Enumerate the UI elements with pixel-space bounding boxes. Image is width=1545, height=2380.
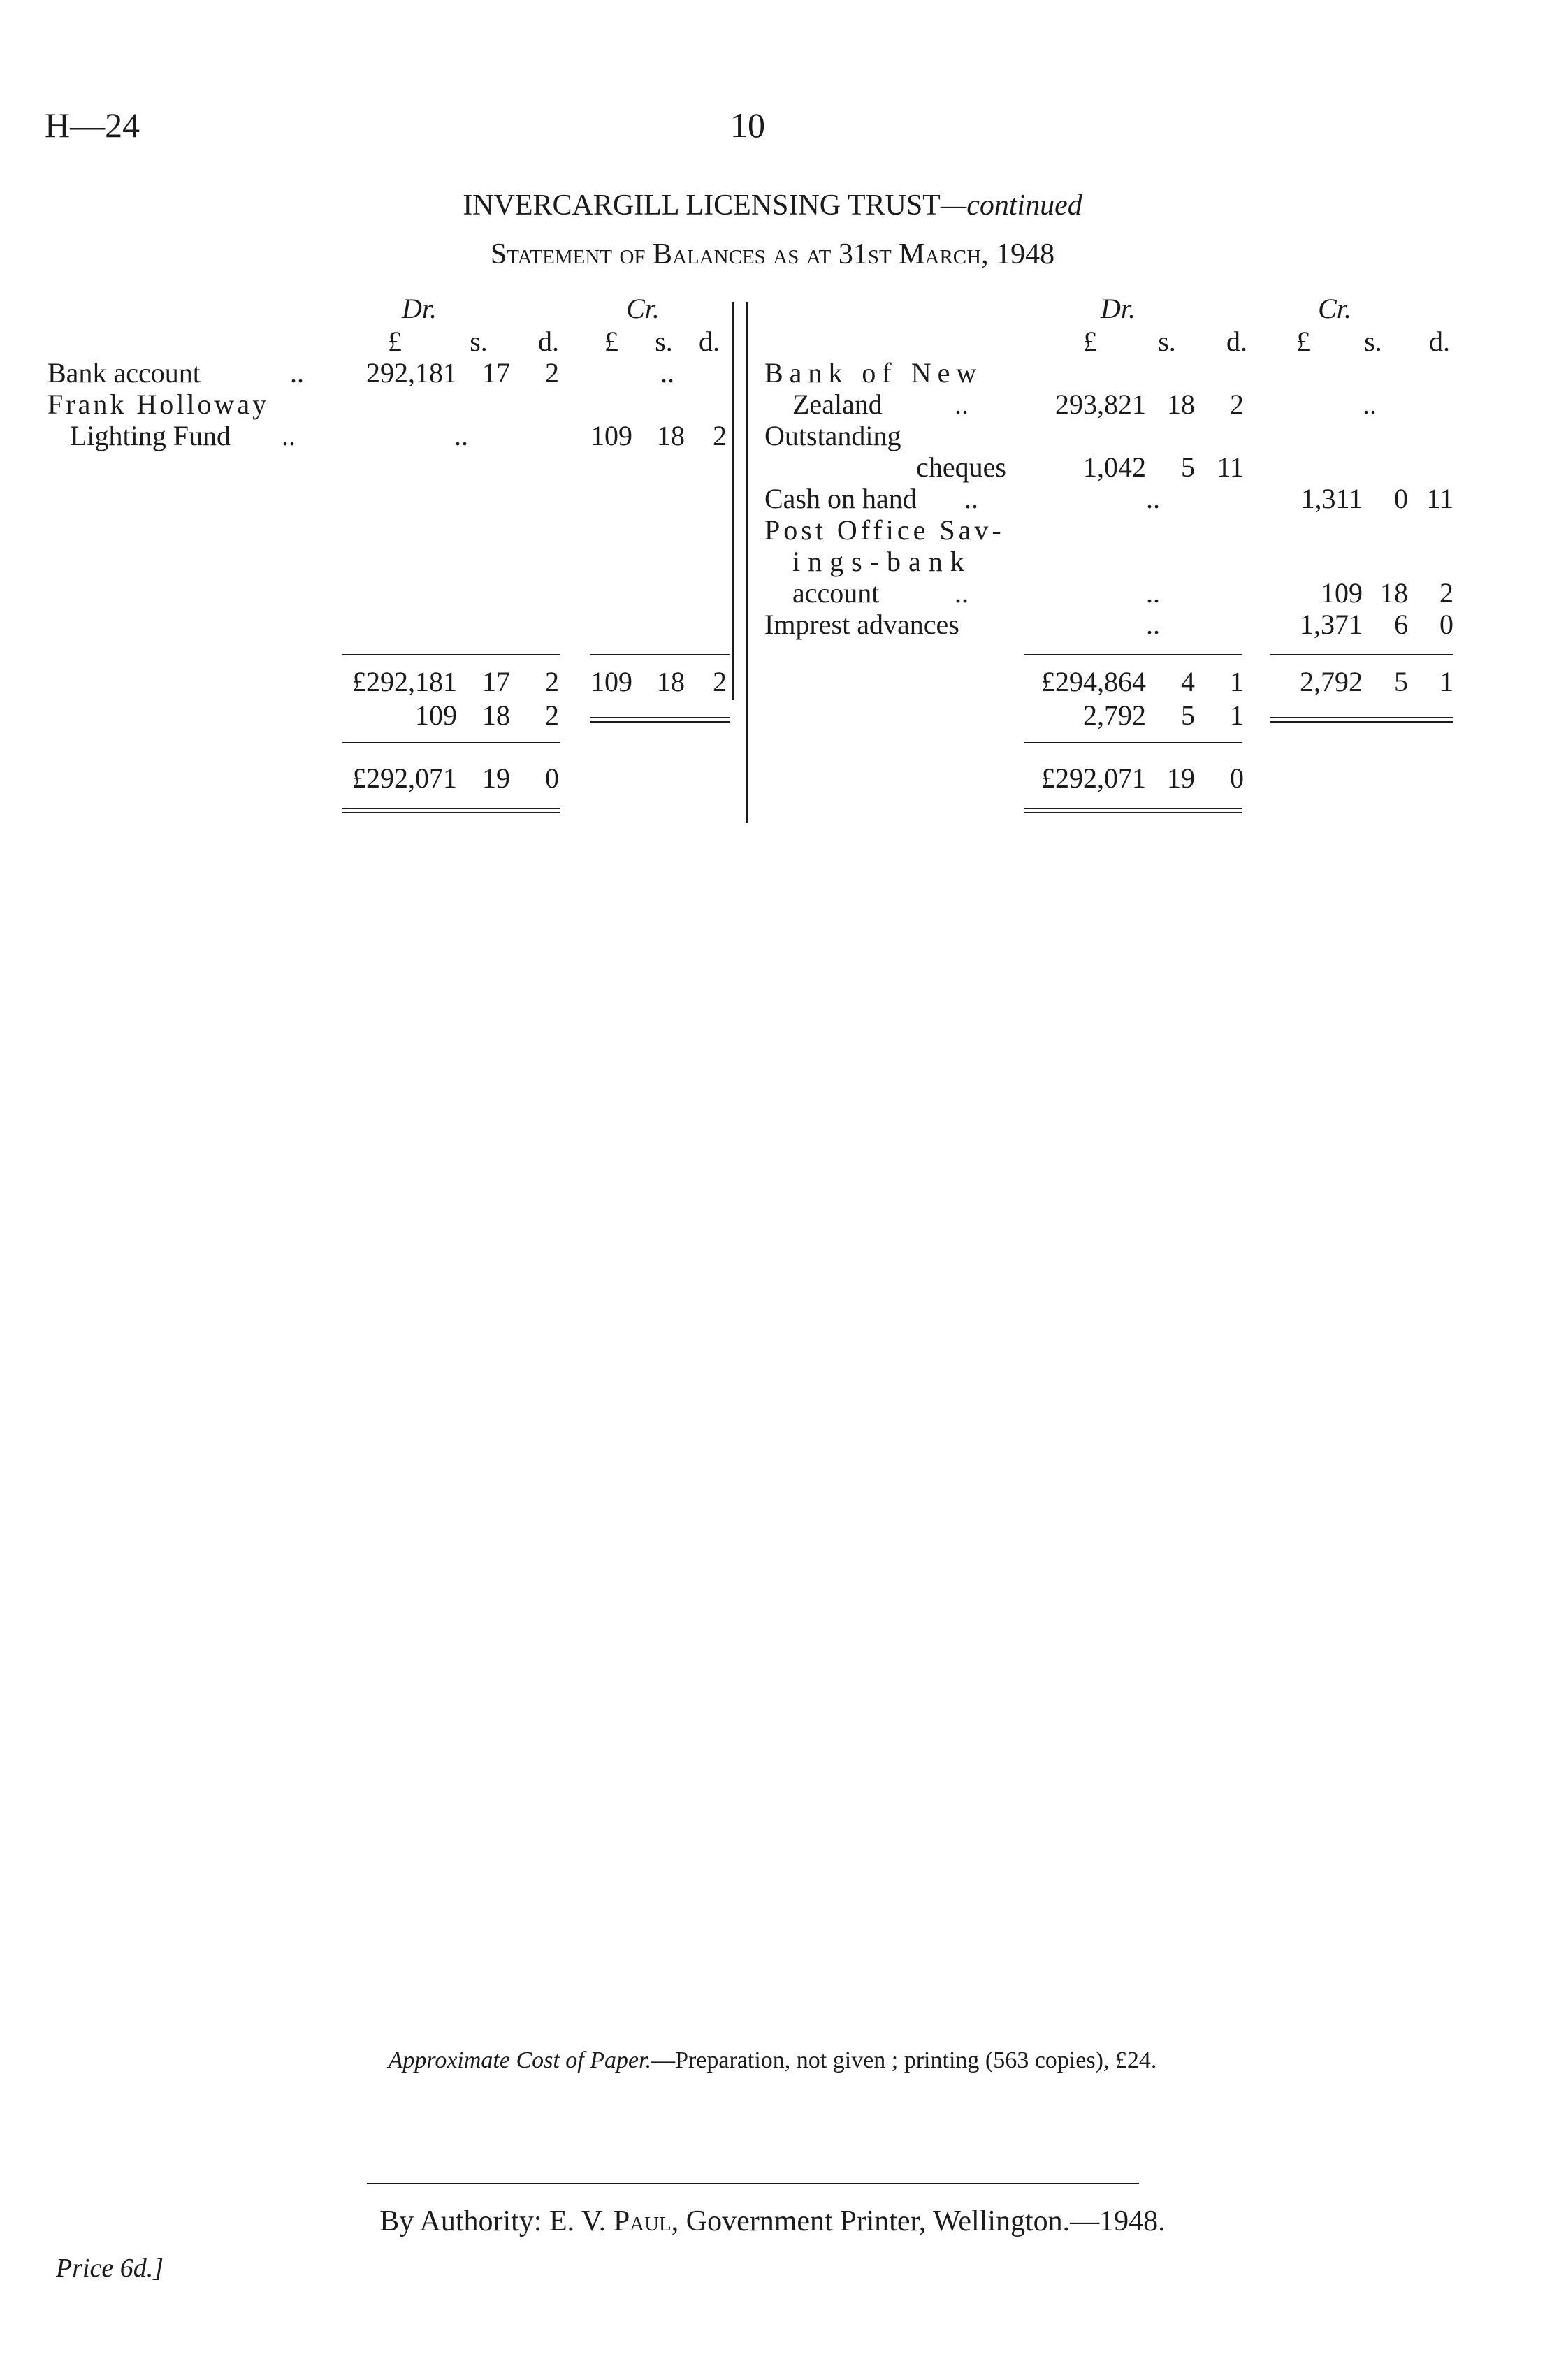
cost-of-paper-note (0, 2047, 1545, 2074)
right-row-cr-shillings: 0 (1394, 483, 1408, 514)
left-row-cr-empty: .. (660, 357, 674, 389)
left-dr-pence-heading: d. (538, 326, 559, 357)
right-row-cr-empty: .. (1363, 389, 1377, 420)
right-row-label: Outstanding (764, 420, 901, 451)
authority-prefix: By Authority: E. V. (379, 2205, 614, 2237)
right-row-cr-shillings: 18 (1380, 577, 1408, 609)
statement-title (0, 189, 1545, 222)
right-row-dr-empty: .. (1146, 483, 1160, 514)
left-row-label: Frank Holloway (48, 389, 270, 420)
cost-label: Approximate Cost of Paper. (388, 2047, 652, 2073)
right-dr-shilling-heading: s. (1158, 326, 1176, 357)
left-row-dr-empty: .. (454, 420, 468, 451)
left-dr-shilling-heading: s. (470, 326, 488, 357)
right-dr-heading: Dr. (1100, 293, 1136, 324)
statement-subtitle: Statement of Balances as at 31st March, 1948 (490, 238, 1055, 270)
right-row-dr-empty: .. (1146, 577, 1160, 609)
left-cr-pound-heading: £ (604, 326, 618, 357)
left-row-cr-pounds: 109 (590, 420, 632, 451)
left-less-shillings: 18 (482, 699, 510, 731)
left-row-dr-pounds: 292,181 (366, 357, 457, 389)
right-row-cr-shillings: 6 (1394, 609, 1408, 640)
price-note: Price 6d.] (56, 2254, 164, 2283)
left-net-rule (342, 742, 560, 743)
right-row-label-cont: Zealand (792, 389, 883, 420)
right-total-cr-pence: 1 (1439, 666, 1453, 697)
left-dr-heading: Dr. (401, 293, 437, 324)
left-net-shillings: 19 (482, 762, 510, 794)
right-less-shillings: 5 (1181, 699, 1195, 731)
left-cr-heading: Cr. (626, 293, 660, 324)
left-dr-total-rule (342, 654, 560, 655)
right-cr-total-rule (1270, 654, 1453, 655)
right-row-label-cont: ings-bank (792, 546, 972, 577)
left-cr-total-rule (590, 654, 730, 655)
left-total-dr-pence: 2 (545, 666, 559, 697)
right-row-dr-pence: 2 (1230, 389, 1244, 420)
left-row-dr-shillings: 17 (482, 357, 510, 389)
right-row-dr-pence: 11 (1217, 451, 1244, 483)
left-cr-shilling-heading: s. (655, 326, 673, 357)
right-cr-heading: Cr. (1318, 293, 1351, 324)
left-dr-pound-heading: £ (388, 326, 402, 357)
right-row-label-cont: account (792, 577, 880, 609)
left-row-label-cont: Lighting Fund (70, 420, 231, 451)
left-row-label: Bank account (48, 357, 201, 389)
right-row-cr-pounds: 109 (1321, 577, 1363, 609)
left-total-cr-pounds: 109 (590, 666, 632, 697)
right-cr-double-rule (1270, 717, 1453, 723)
right-row-dr-pounds: 293,821 (1055, 389, 1146, 420)
left-total-cr-pence: 2 (713, 666, 727, 697)
right-row-label: Bank of New (764, 357, 983, 389)
right-row-cr-pence: 11 (1426, 483, 1453, 514)
right-less-pence: 1 (1230, 699, 1244, 731)
right-row-label: Imprest advances (764, 609, 959, 640)
title-suffix: —continued (940, 189, 1082, 222)
right-net-double-rule (1024, 808, 1242, 813)
left-net-pounds: £292,071 (352, 762, 457, 794)
right-total-cr-shillings: 5 (1394, 666, 1408, 697)
printer-authority (0, 2205, 1545, 2238)
right-total-dr-pounds: £294,864 (1041, 666, 1146, 697)
left-row-leader: .. (290, 357, 304, 389)
right-dr-pound-heading: £ (1083, 326, 1097, 357)
left-row-cr-pence: 2 (713, 420, 727, 451)
right-net-shillings: 19 (1167, 762, 1195, 794)
left-total-cr-shillings: 18 (657, 666, 685, 697)
footer-rule (367, 2183, 1139, 2184)
right-net-rule (1024, 742, 1242, 743)
right-net-pounds: £292,071 (1041, 762, 1146, 794)
title-main: INVERCARGILL LICENSING TRUST (463, 189, 941, 222)
document-reference: H—24 (45, 106, 140, 145)
right-row-leader: .. (955, 389, 969, 420)
right-cr-shilling-heading: s. (1364, 326, 1382, 357)
right-total-dr-pence: 1 (1230, 666, 1244, 697)
right-row-leader: .. (964, 483, 978, 514)
right-cr-pound-heading: £ (1296, 326, 1310, 357)
authority-suffix: , Government Printer, Wellington.—1948. (671, 2205, 1166, 2237)
left-net-pence: 0 (545, 762, 559, 794)
right-row-label: Post Office Sav- (764, 514, 1005, 546)
right-row-dr-shillings: 5 (1181, 451, 1195, 483)
right-total-cr-pounds: 2,792 (1300, 666, 1363, 697)
printer-name: Paul (613, 2205, 672, 2237)
left-row-leader: .. (282, 420, 296, 451)
right-row-cr-pence: 2 (1439, 577, 1453, 609)
right-row-dr-empty: .. (1146, 609, 1160, 640)
right-row-cr-pounds: 1,311 (1300, 483, 1363, 514)
right-dr-total-rule (1024, 654, 1242, 655)
right-row-cr-pounds: 1,371 (1300, 609, 1363, 640)
table-center-divider (746, 302, 748, 823)
right-row-label-cont: cheques (916, 451, 1006, 483)
right-total-dr-shillings: 4 (1181, 666, 1195, 697)
left-cr-pence-heading: d. (699, 326, 720, 357)
right-cr-pence-heading: d. (1429, 326, 1450, 357)
right-less-pounds: 2,792 (1083, 699, 1146, 731)
right-row-leader: .. (955, 577, 969, 609)
left-total-dr-pounds: £292,181 (352, 666, 457, 697)
left-net-double-rule (342, 808, 560, 813)
left-total-dr-shillings: 17 (482, 666, 510, 697)
cost-text: —Preparation, not given ; printing (563 copies), £24. (651, 2047, 1157, 2073)
page-number: 10 (730, 106, 765, 145)
left-cr-double-rule (590, 717, 730, 723)
right-dr-pence-heading: d. (1226, 326, 1247, 357)
right-row-dr-pounds: 1,042 (1083, 451, 1146, 483)
left-row-dr-pence: 2 (545, 357, 559, 389)
right-row-cr-pence: 0 (1439, 609, 1453, 640)
left-cr-column-divider (732, 302, 734, 700)
left-less-pence: 2 (545, 699, 559, 731)
right-net-pence: 0 (1230, 762, 1244, 794)
left-less-pounds: 109 (415, 699, 457, 731)
right-row-dr-shillings: 18 (1167, 389, 1195, 420)
left-row-cr-shillings: 18 (657, 420, 685, 451)
right-row-label: Cash on hand (764, 483, 917, 514)
